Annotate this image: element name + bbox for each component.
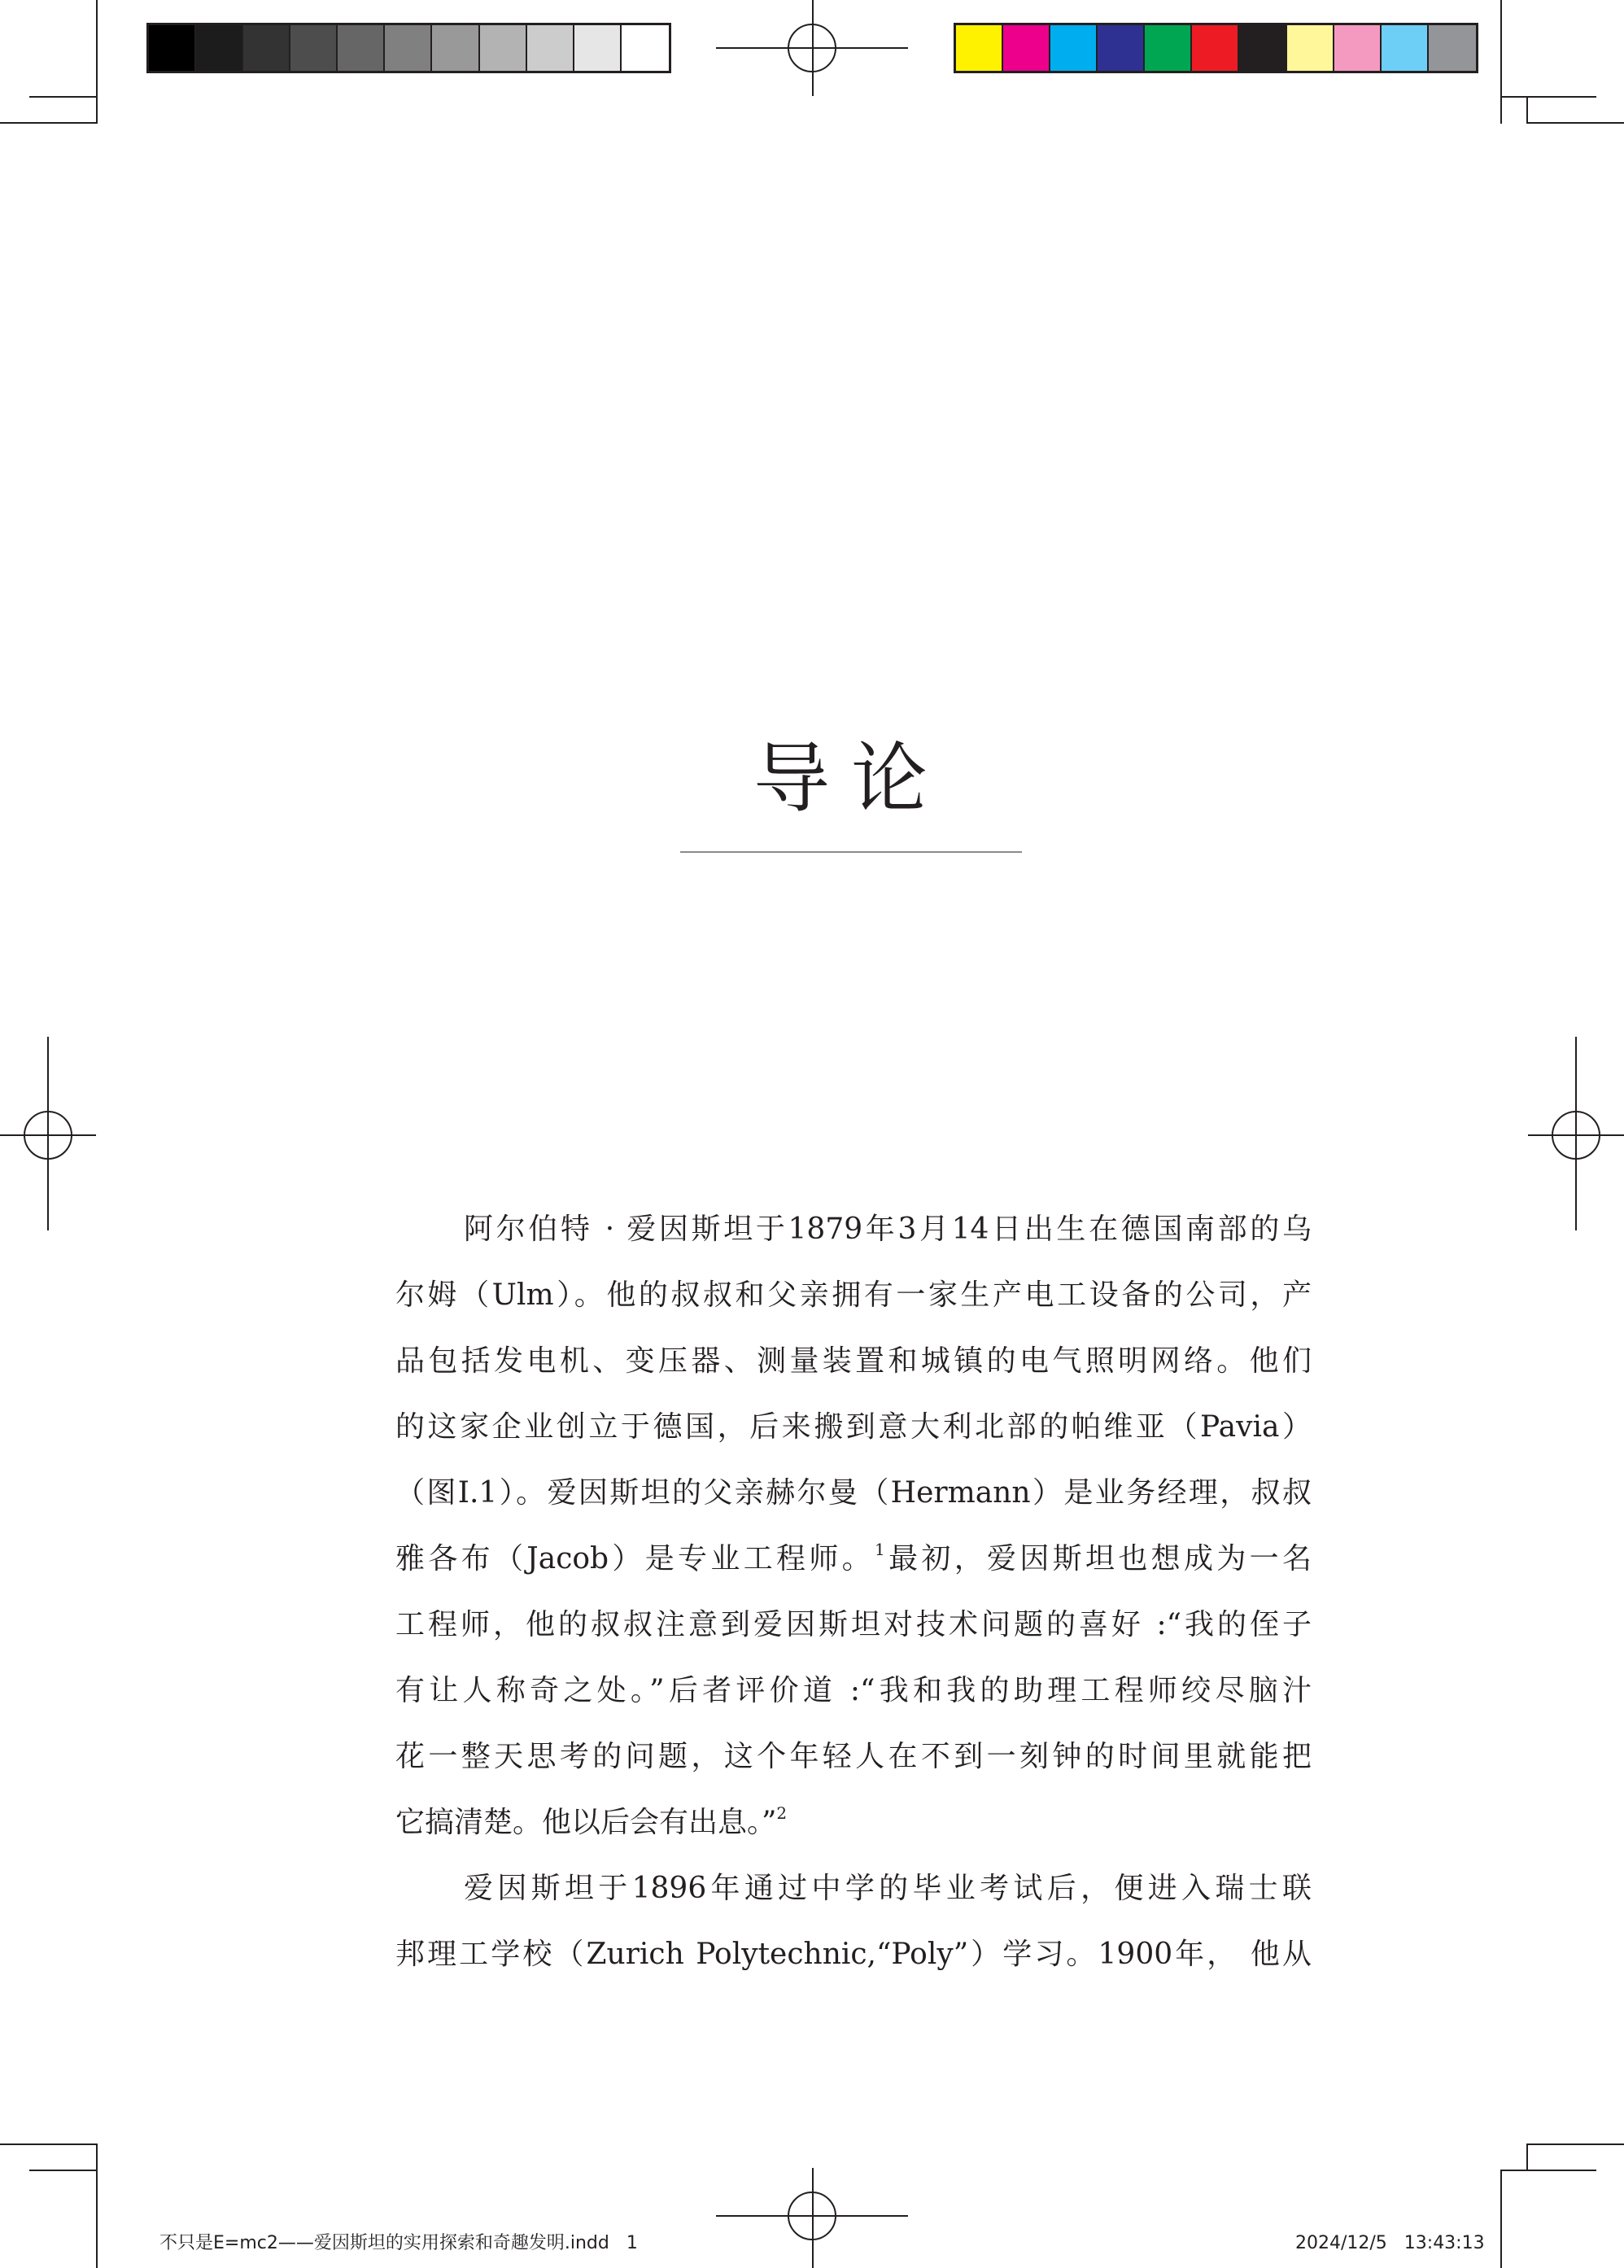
process-color-swatch	[1334, 25, 1382, 71]
process-color-bar	[954, 23, 1478, 73]
process-color-swatch	[956, 25, 1003, 71]
crop-mark-top-right	[1500, 0, 1502, 124]
slug-timestamp: 2024/12/5 13:43:13	[1295, 2233, 1485, 2253]
text-line: 邦理工学校（Zurich Polytechnic,“Poly”）学习。1900年， 他从	[395, 1938, 1312, 1971]
body-text	[395, 1196, 1312, 1987]
crop-mark-top-left	[0, 122, 96, 124]
grayscale-swatch	[385, 25, 432, 71]
grayscale-swatch	[480, 25, 527, 71]
text-line: 工程师，他的叔叔注意到爱因斯坦对技术问题的喜好 :“我的侄子	[395, 1608, 1312, 1641]
text-line	[395, 1789, 1312, 1855]
crop-mark-bottom-left	[0, 2143, 96, 2145]
text-line: 爱因斯坦于1896年通过中学的毕业考试后，便进入瑞士联	[464, 1872, 1312, 1905]
crop-mark-top-right	[1526, 96, 1528, 124]
grayscale-swatch	[527, 25, 574, 71]
text-line: 的这家企业创立于德国，后来搬到意大利北部的帕维亚（Pavia）	[395, 1410, 1312, 1444]
process-color-swatch	[1382, 25, 1429, 71]
process-color-swatch	[1098, 25, 1145, 71]
grayscale-color-bar	[146, 23, 671, 73]
grayscale-swatch	[196, 25, 243, 71]
process-color-swatch	[1003, 25, 1050, 71]
text-span: 最初，爱因斯坦也想成为一名	[884, 1542, 1312, 1575]
crop-mark-bottom-right	[1500, 2170, 1596, 2171]
text-line: 尔姆（Ulm）。他的叔叔和父亲拥有一家生产电工设备的公司，产	[395, 1278, 1312, 1312]
text-span: 雅各布（Jacob）是专业工程师。	[395, 1542, 875, 1575]
text-line: 阿尔伯特 · 爱因斯坦于1879年3月14日出生在德国南部的乌	[464, 1213, 1312, 1246]
grayscale-swatch	[622, 25, 669, 71]
process-color-swatch	[1192, 25, 1239, 71]
text-line: 品包括发电机、变压器、测量装置和城镇的电气照明网络。他们	[395, 1344, 1312, 1378]
grayscale-swatch	[149, 25, 196, 71]
crop-mark-top-right	[1526, 122, 1624, 124]
footnote-reference: 2	[776, 1803, 788, 1823]
text-span: 它搞清楚。他以后会有出息。”	[395, 1806, 777, 1839]
grayscale-swatch	[243, 25, 290, 71]
crop-mark-top-right	[1500, 96, 1596, 98]
text-line: 花一整天思考的问题，这个年轻人在不到一刻钟的时间里就能把	[395, 1740, 1312, 1773]
process-color-swatch	[1287, 25, 1334, 71]
footnote-reference: 1	[875, 1540, 885, 1559]
process-color-swatch	[1429, 25, 1476, 71]
title-divider	[680, 851, 1022, 853]
crop-mark-bottom-right	[1526, 2143, 1624, 2145]
crop-mark-bottom-right	[1526, 2143, 1528, 2171]
crop-mark-bottom-left	[29, 2170, 98, 2171]
chapter-title: 导论	[753, 734, 949, 824]
crop-mark-bottom-left	[96, 2143, 98, 2268]
crop-mark-bottom-right	[1500, 2170, 1502, 2268]
process-color-swatch	[1145, 25, 1192, 71]
slug-file-name: 不只是E=mc2——爱因斯坦的实用探索和奇趣发明.indd 1	[159, 2233, 638, 2253]
grayscale-swatch	[338, 25, 385, 71]
process-color-swatch	[1050, 25, 1098, 71]
text-line: （图I.1）。爱因斯坦的父亲赫尔曼（Hermann）是业务经理，叔叔	[395, 1476, 1312, 1510]
process-color-swatch	[1239, 25, 1286, 71]
crop-mark-top-left	[96, 0, 98, 124]
grayscale-swatch	[574, 25, 622, 71]
grayscale-swatch	[290, 25, 338, 71]
crop-mark-top-left	[29, 96, 98, 98]
text-line	[395, 1526, 1312, 1592]
text-line: 有让人称奇之处。”后者评价道 :“我和我的助理工程师绞尽脑汁	[395, 1674, 1312, 1707]
grayscale-swatch	[432, 25, 479, 71]
